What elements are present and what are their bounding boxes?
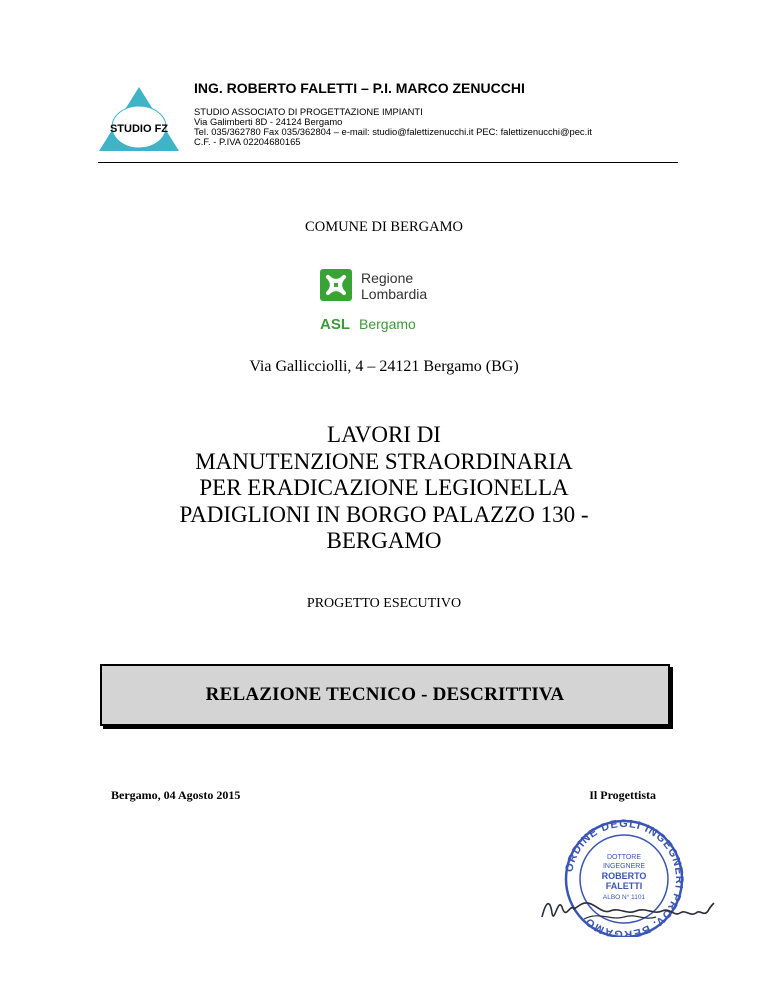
firm-address: Via Galimberti 8D - 24124 Bergamo [194,116,343,127]
firm-contacts: Tel. 035/362780 Fax 035/362804 – e-mail: studio@falettizenucchi.it PEC: falettizenucchi@pec.it [194,126,592,137]
signer-label: Il Progettista [589,788,656,802]
stamp-line: DOTTORE [606,854,642,861]
stamp-line: ALBO N° 1101 [602,894,646,901]
regione-lombardia-icon [320,269,352,301]
project-phase: PROGETTO ESECUTIVO [306,596,462,611]
firm-tax-id: C.F. - P.IVA 02204680165 [194,136,301,147]
asl-bergamo-logo [315,265,471,341]
stamp-ring-text: ORDINE DEGLI INGEGNERI PROV. BERGAMO [563,817,686,937]
stamp-line: FALETTI [605,881,643,891]
title-line: MANUTENZIONE STRAORDINARIA [195,448,573,474]
logo-text: STUDIO FZ [109,123,169,135]
lombardia-text: Lombardia [361,286,428,302]
client-name: COMUNE DI BERGAMO [305,219,463,235]
header-divider [98,162,678,163]
project-title [0,422,768,555]
studio-fz-logo [98,86,180,152]
place-date: Bergamo, 04 Agosto 2015 [111,788,241,802]
title-line: PADIGLIONI IN BORGO PALAZZO 130 - [179,501,589,527]
engineer-stamp [540,817,716,937]
title-line: LAVORI DI [327,422,441,447]
document-type: RELAZIONE TECNICO - DESCRITTIVA [205,684,565,705]
firm-subtitle: STUDIO ASSOCIATO DI PROGETTAZIONE IMPIANTI [194,106,423,117]
stamp-line: ROBERTO [601,871,647,881]
document-type-box [100,664,670,726]
signature-icon [542,903,714,917]
stamp-line: INGEGNERE [602,863,646,870]
title-line: BERGAMO [326,528,442,553]
site-address: Via Gallicciolli, 4 – 24121 Bergamo (BG) [249,358,519,375]
title-line: PER ERADICAZIONE LEGIONELLA [199,475,569,500]
firm-name: ING. ROBERTO FALETTI – P.I. MARCO ZENUCCHI [194,80,525,96]
regione-text: Regione [361,270,414,286]
asl-text: ASL [320,316,350,333]
asl-city-text: Bergamo [359,316,416,332]
